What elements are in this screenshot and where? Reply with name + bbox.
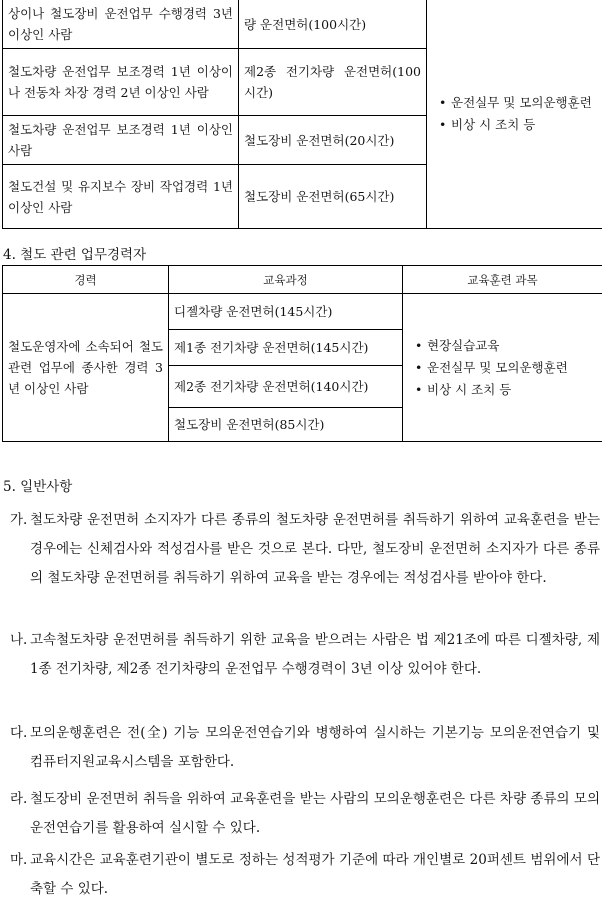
qualification-cell: 상이나 철도장비 운전업무 수행경력 3년 이상인 사람 bbox=[3, 0, 239, 49]
course-cell: 철도장비 운전면허(85시간) bbox=[169, 408, 403, 442]
list-item: • 운전실무 및 모의운행훈련 bbox=[427, 357, 597, 379]
qualification-cell: 철도차량 운전업무 보조경력 1년 이상이나 전동차 차장 경력 2년 이상인 사람 bbox=[3, 49, 239, 116]
item-marker: 나. bbox=[10, 626, 27, 655]
qualification-cell: 철도운영자에 소속되어 철도관련 업무에 종사한 경력 3년 이상인 사람 bbox=[3, 294, 169, 442]
table-row bbox=[3, 0, 602, 49]
item-text: 철도장비 운전면허 취득을 위하여 교육훈련을 받는 사람의 모의운행훈련은 다른 차량 종류의 모의운전연습기를 활용하여 실시할 수 있다. bbox=[10, 785, 600, 843]
list-item: • 현장실습교육 bbox=[427, 335, 597, 357]
course-cell: 제2종 전기차량 운전면허(140시간) bbox=[169, 366, 403, 408]
item-text: 고속철도차량 운전면허를 취득하기 위한 교육을 받으려는 사람은 법 제21조에 따른 디젤차량, 제1종 전기차량, 제2종 전기차량의 운전업무 수행경력이 3년 이상 있어야 한다. bbox=[10, 626, 600, 684]
list-item: • 운전실무 및 모의운행훈련 bbox=[451, 92, 597, 114]
general-item bbox=[10, 719, 600, 777]
item-text: 교육시간은 교육훈련기관이 별도로 정하는 성적평가 기준에 따라 개인별로 20퍼센트 범위에서 단축할 수 있다. bbox=[10, 846, 600, 904]
table-header-row bbox=[3, 266, 602, 294]
subjects-cell bbox=[427, 0, 602, 229]
list-item: • 비상 시 조치 등 bbox=[427, 379, 597, 401]
general-item bbox=[10, 626, 600, 684]
qualification-cell: 철도건설 및 유지보수 장비 작업경력 1년 이상인 사람 bbox=[3, 165, 239, 229]
column-header: 교육과정 bbox=[169, 266, 403, 294]
course-cell: 철도장비 운전면허(65시간) bbox=[239, 165, 427, 229]
subjects-list bbox=[435, 92, 597, 136]
item-text: 모의운행훈련은 전(全) 기능 모의운전연습기와 병행하여 실시하는 기본기능 모의운전연습기 및 컴퓨터지원교육시스템을 포함한다. bbox=[10, 719, 600, 777]
list-item: • 비상 시 조치 등 bbox=[451, 114, 597, 136]
item-marker: 가. bbox=[10, 506, 27, 535]
column-header: 경력 bbox=[3, 266, 169, 294]
general-item bbox=[10, 785, 600, 843]
general-item bbox=[10, 506, 600, 593]
item-text: 철도차량 운전면허 소지자가 다른 종류의 철도차량 운전면허를 취득하기 위하여 교육훈련을 받는 경우에는 신체검사와 적성검사를 받은 것으로 본다. 다만, 철도장비 운전면허 소지자가 다른 종류의 철도차량 운전면허를 취득하기 위하여 교육을 받는 경우에는 적성검사를 받아야 한다. bbox=[10, 506, 600, 593]
item-marker: 마. bbox=[10, 846, 27, 875]
section-5-heading: 5. 일반사항 bbox=[3, 477, 72, 497]
table-row bbox=[3, 294, 602, 330]
item-marker: 라. bbox=[10, 785, 27, 814]
subjects-list bbox=[411, 335, 597, 401]
qualification-cell: 철도차량 운전업무 보조경력 1년 이상인 사람 bbox=[3, 116, 239, 165]
training-table-continued bbox=[2, 0, 602, 229]
course-cell: 디젤차량 운전면허(145시간) bbox=[169, 294, 403, 330]
item-marker: 다. bbox=[10, 719, 27, 748]
railway-experience-table bbox=[2, 265, 602, 442]
course-cell: 제2종 전기차량 운전면허(100시간) bbox=[239, 49, 427, 116]
general-item bbox=[10, 846, 600, 904]
column-header: 교육훈련 과목 bbox=[403, 266, 602, 294]
course-cell: 철도장비 운전면허(20시간) bbox=[239, 116, 427, 165]
subjects-cell bbox=[403, 294, 602, 442]
course-cell: 제1종 전기차량 운전면허(145시간) bbox=[169, 330, 403, 366]
course-cell: 량 운전면허(100시간) bbox=[239, 0, 427, 49]
section-4-heading: 4. 철도 관련 업무경력자 bbox=[3, 245, 146, 265]
